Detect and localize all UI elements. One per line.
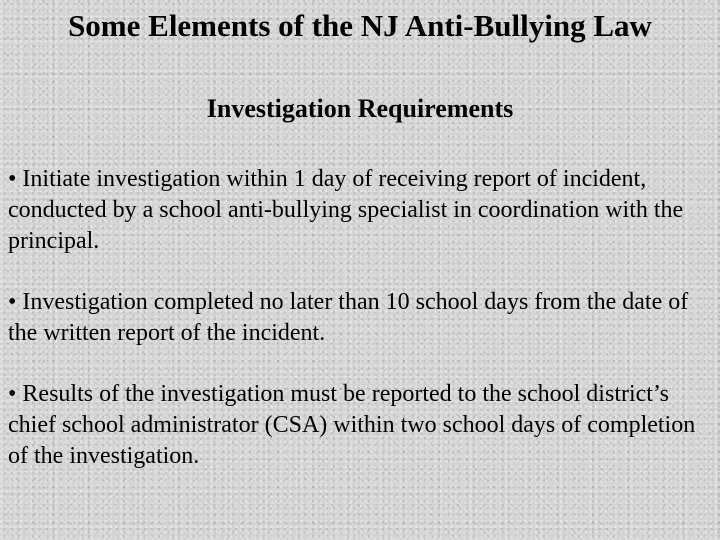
slide-title: Some Elements of the NJ Anti-Bullying Law bbox=[68, 8, 652, 43]
slide-subtitle: Investigation Requirements bbox=[206, 94, 514, 123]
bullet-list bbox=[8, 164, 708, 502]
bullet-item: • Investigation completed no later than 10 school days from the date of the written report of the incident. bbox=[8, 289, 689, 346]
bullet-item: • Results of the investigation must be reported to the school district’s chief school administrator (CSA) within two school days of completion of the investigation. bbox=[8, 381, 696, 469]
bullet-item: • Initiate investigation within 1 day of receiving report of incident, conducted by a school anti-bullying specialist in coordination with the principal. bbox=[8, 166, 684, 254]
